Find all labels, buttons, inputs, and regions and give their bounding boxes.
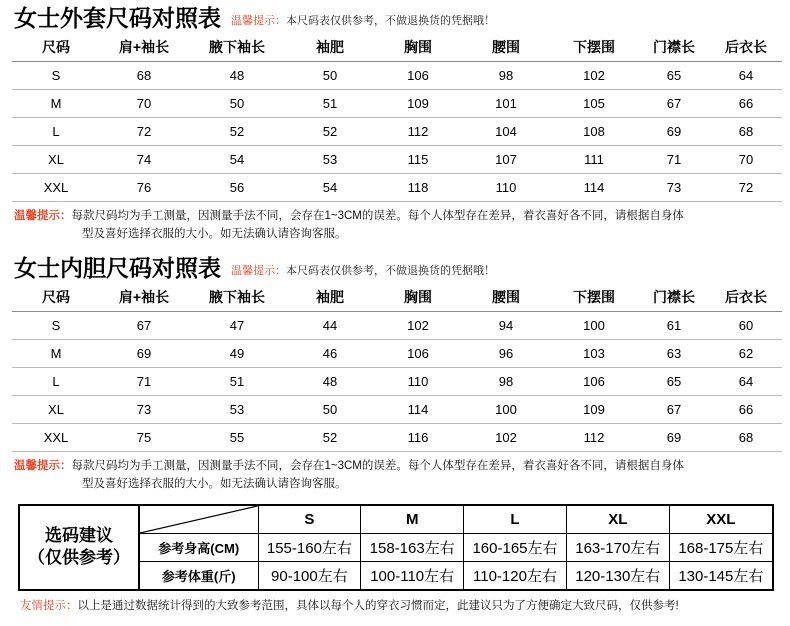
cell: S xyxy=(12,62,100,90)
advice-weight-value: 100-110左右 xyxy=(361,561,464,589)
advice-weight-value: 120-130左右 xyxy=(566,561,669,589)
col-header: 腰围 xyxy=(462,33,550,62)
cell: 106 xyxy=(374,340,462,368)
cell: 116 xyxy=(374,424,462,452)
table-header-row xyxy=(12,283,782,312)
cell: L xyxy=(12,118,100,146)
advice-footer-note xyxy=(20,597,780,613)
cell: 52 xyxy=(188,118,286,146)
advice-height-row xyxy=(140,533,772,561)
cell: 65 xyxy=(638,62,710,90)
section2-title-note xyxy=(231,262,495,281)
cell: 49 xyxy=(188,340,286,368)
section1-note-lead: 温馨提示： xyxy=(231,15,286,28)
table-row xyxy=(12,368,782,396)
diagonal-corner-cell xyxy=(140,506,258,534)
advice-grid xyxy=(140,506,772,589)
cell: 68 xyxy=(710,118,782,146)
cell: 73 xyxy=(638,174,710,202)
section1-title: 女士外套尺码对照表 xyxy=(14,5,221,31)
cell: 104 xyxy=(462,118,550,146)
cell: 106 xyxy=(550,368,638,396)
advice-size: XL xyxy=(566,506,669,534)
section1-size-table xyxy=(12,33,782,202)
cell: 63 xyxy=(638,340,710,368)
col-header: 下摆围 xyxy=(550,283,638,312)
cell: 108 xyxy=(550,118,638,146)
size-advice-box xyxy=(18,504,774,591)
advice-label-line2: （仅供参考） xyxy=(28,548,130,568)
advice-size: S xyxy=(258,506,361,534)
cell: 103 xyxy=(550,340,638,368)
cell: 50 xyxy=(286,62,374,90)
cell: 110 xyxy=(374,368,462,396)
cell: 112 xyxy=(374,118,462,146)
cell: 110 xyxy=(462,174,550,202)
cell: 56 xyxy=(188,174,286,202)
advice-size: XXL xyxy=(669,506,772,534)
cell: 76 xyxy=(100,174,188,202)
col-header: 胸围 xyxy=(374,283,462,312)
section2-title-row xyxy=(14,256,780,281)
cell: 72 xyxy=(100,118,188,146)
cell: 98 xyxy=(462,62,550,90)
cell: 73 xyxy=(100,396,188,424)
section1-tip-lead: 温馨提示： xyxy=(14,210,72,223)
advice-height-value: 158-163左右 xyxy=(361,533,464,561)
cell: 96 xyxy=(462,340,550,368)
cell: 102 xyxy=(374,312,462,340)
table-row xyxy=(12,146,782,174)
section1-title-row xyxy=(14,6,780,31)
section2-tip-lead: 温馨提示： xyxy=(14,460,72,473)
cell: 65 xyxy=(638,368,710,396)
cell: 72 xyxy=(710,174,782,202)
cell: 67 xyxy=(100,312,188,340)
table-row xyxy=(12,118,782,146)
table-header-row xyxy=(12,33,782,62)
col-header: 袖肥 xyxy=(286,33,374,62)
advice-height-value: 163-170左右 xyxy=(566,533,669,561)
cell: 107 xyxy=(462,146,550,174)
cell: 100 xyxy=(550,312,638,340)
cell: 51 xyxy=(188,368,286,396)
col-header: 肩+袖长 xyxy=(100,33,188,62)
cell: 60 xyxy=(710,312,782,340)
advice-height-value: 168-175左右 xyxy=(669,533,772,561)
cell: 53 xyxy=(286,146,374,174)
cell: 68 xyxy=(100,62,188,90)
cell: 46 xyxy=(286,340,374,368)
col-header: 袖肥 xyxy=(286,283,374,312)
cell: 47 xyxy=(188,312,286,340)
cell: 102 xyxy=(550,62,638,90)
col-header: 门襟长 xyxy=(638,33,710,62)
cell: 112 xyxy=(550,424,638,452)
cell: 70 xyxy=(710,146,782,174)
advice-size-header-row xyxy=(140,506,772,534)
cell: 50 xyxy=(286,396,374,424)
cell: 67 xyxy=(638,396,710,424)
cell: 44 xyxy=(286,312,374,340)
cell: 48 xyxy=(188,62,286,90)
cell: 102 xyxy=(462,424,550,452)
col-header: 下摆围 xyxy=(550,33,638,62)
cell: XXL xyxy=(12,424,100,452)
cell: 94 xyxy=(462,312,550,340)
diagonal-line-icon xyxy=(140,506,258,533)
section2-size-table xyxy=(12,283,782,452)
cell: 64 xyxy=(710,368,782,396)
advice-height-label: 参考身高(CM) xyxy=(140,533,258,561)
cell: L xyxy=(12,368,100,396)
section2-title: 女士内胆尺码对照表 xyxy=(14,254,221,281)
cell: 69 xyxy=(638,424,710,452)
col-header: 尺码 xyxy=(12,283,100,312)
table-row xyxy=(12,312,782,340)
cell: 106 xyxy=(374,62,462,90)
advice-weight-value: 130-145左右 xyxy=(669,561,772,589)
cell: 75 xyxy=(100,424,188,452)
col-header: 腋下袖长 xyxy=(188,283,286,312)
col-header: 后衣长 xyxy=(710,33,782,62)
cell: 105 xyxy=(550,90,638,118)
cell: 101 xyxy=(462,90,550,118)
cell: 69 xyxy=(638,118,710,146)
cell: XXL xyxy=(12,174,100,202)
col-header: 腰围 xyxy=(462,283,550,312)
section1-tip-line2: 型及喜好选择衣服的大小。如无法确认请咨询客服。 xyxy=(82,228,347,241)
section1-tip-line1: 每款尺码均为手工测量，因测量手法不同，会存在1~3CM的误差。每个人体型存在差异，着衣喜好各不同，请根据自身体 xyxy=(71,210,684,223)
cell: 68 xyxy=(710,424,782,452)
cell: XL xyxy=(12,146,100,174)
col-header: 后衣长 xyxy=(710,283,782,312)
advice-weight-label: 参考体重(斤) xyxy=(140,561,258,589)
advice-size: M xyxy=(361,506,464,534)
advice-label-line1: 选码建议 xyxy=(45,526,113,546)
advice-height-value: 155-160左右 xyxy=(258,533,361,561)
advice-height-value: 160-165左右 xyxy=(464,533,567,561)
table-row xyxy=(12,340,782,368)
section1-title-note xyxy=(231,12,495,31)
table-row xyxy=(12,62,782,90)
cell: 98 xyxy=(462,368,550,396)
cell: 71 xyxy=(638,146,710,174)
cell: 61 xyxy=(638,312,710,340)
cell: 52 xyxy=(286,424,374,452)
cell: 115 xyxy=(374,146,462,174)
advice-weight-row xyxy=(140,561,772,589)
col-header: 肩+袖长 xyxy=(100,283,188,312)
cell: 114 xyxy=(374,396,462,424)
cell: 109 xyxy=(550,396,638,424)
table-row xyxy=(12,174,782,202)
cell: 48 xyxy=(286,368,374,396)
advice-footer-lead: 友情提示： xyxy=(20,599,78,612)
cell: 62 xyxy=(710,340,782,368)
cell: 74 xyxy=(100,146,188,174)
section2-tip xyxy=(14,458,778,494)
cell: XL xyxy=(12,396,100,424)
cell: S xyxy=(12,312,100,340)
cell: 50 xyxy=(188,90,286,118)
section1-note-text: 本尺码表仅供参考，不做退换货的凭据哦！ xyxy=(286,15,495,28)
advice-label xyxy=(20,506,140,589)
cell: 66 xyxy=(710,396,782,424)
section2-tip-line2: 型及喜好选择衣服的大小。如无法确认请咨询客服。 xyxy=(82,478,347,491)
cell: 54 xyxy=(188,146,286,174)
cell: 70 xyxy=(100,90,188,118)
section2-tip-line1: 每款尺码均为手工测量，因测量手法不同，会存在1~3CM的误差。每个人体型存在差异，着衣喜好各不同，请根据自身体 xyxy=(71,460,684,473)
cell: 64 xyxy=(710,62,782,90)
cell: 109 xyxy=(374,90,462,118)
cell: M xyxy=(12,90,100,118)
cell: 52 xyxy=(286,118,374,146)
cell: 69 xyxy=(100,340,188,368)
cell: 53 xyxy=(188,396,286,424)
col-header: 门襟长 xyxy=(638,283,710,312)
advice-footer-text: 以上是通过数据统计得到的大致参考范围，具体以每个人的穿衣习惯而定，此建议只为了方便确定大致尺码，仅供参考! xyxy=(77,599,679,612)
advice-weight-value: 90-100左右 xyxy=(258,561,361,589)
cell: 71 xyxy=(100,368,188,396)
cell: 55 xyxy=(188,424,286,452)
cell: 111 xyxy=(550,146,638,174)
table-row xyxy=(12,396,782,424)
cell: 100 xyxy=(462,396,550,424)
cell: 54 xyxy=(286,174,374,202)
section2-note-lead: 温馨提示： xyxy=(231,265,286,278)
section1-tip xyxy=(14,208,778,244)
col-header: 胸围 xyxy=(374,33,462,62)
cell: 66 xyxy=(710,90,782,118)
section-divider xyxy=(10,244,780,254)
cell: 67 xyxy=(638,90,710,118)
cell: M xyxy=(12,340,100,368)
col-header: 腋下袖长 xyxy=(188,33,286,62)
section2-note-text: 本尺码表仅供参考，不做退换货的凭据哦！ xyxy=(286,265,495,278)
advice-weight-value: 110-120左右 xyxy=(464,561,567,589)
advice-size: L xyxy=(464,506,567,534)
table-row xyxy=(12,424,782,452)
cell: 51 xyxy=(286,90,374,118)
col-header: 尺码 xyxy=(12,33,100,62)
cell: 118 xyxy=(374,174,462,202)
cell: 114 xyxy=(550,174,638,202)
table-row xyxy=(12,90,782,118)
